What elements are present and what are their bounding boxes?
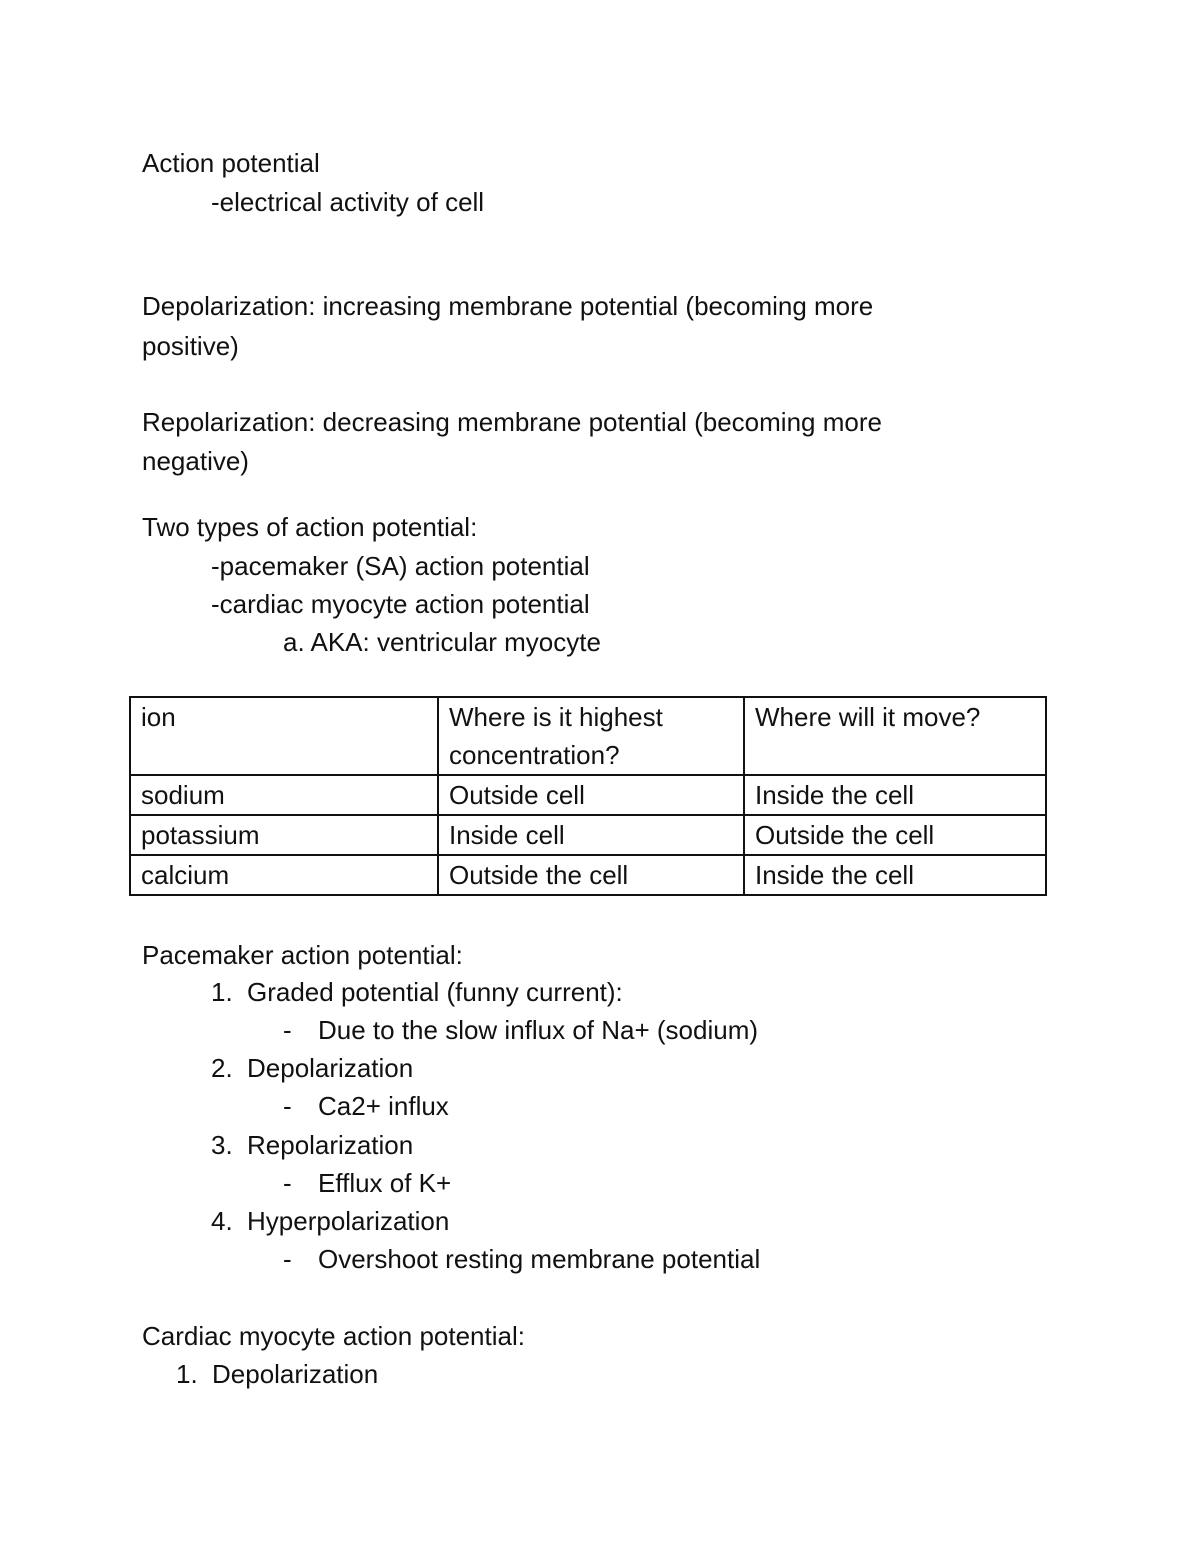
bullet-dash: - <box>283 1015 292 1045</box>
depolarization-line-2: positive) <box>142 331 239 361</box>
bullet-dash: - <box>283 1168 292 1198</box>
types-heading: Two types of action potential: <box>142 512 478 542</box>
step-detail: Overshoot resting membrane potential <box>318 1244 761 1274</box>
bullet-dash: - <box>283 1244 292 1274</box>
repolarization-line-1: Repolarization: decreasing membrane potential (becoming more <box>142 407 882 437</box>
step-number: 1. <box>176 1359 198 1389</box>
depolarization-line-1: Depolarization: increasing membrane potential (becoming more <box>142 291 874 321</box>
types-subitem: a. AKA: ventricular myocyte <box>283 627 601 657</box>
table-cell: calcium <box>130 855 438 895</box>
table-row <box>130 775 1046 815</box>
table-header-cell: ion <box>130 697 438 775</box>
table-cell: sodium <box>130 775 438 815</box>
step-label: Depolarization <box>212 1359 379 1389</box>
step-number: 4. <box>211 1206 233 1236</box>
step-number: 2. <box>211 1053 233 1083</box>
table-row <box>130 855 1046 895</box>
step-detail: Ca2+ influx <box>318 1091 449 1121</box>
table-row <box>130 815 1046 855</box>
table-cell: Inside the cell <box>744 775 1046 815</box>
step-detail: Due to the slow influx of Na+ (sodium) <box>318 1015 759 1045</box>
bullet-dash: - <box>283 1091 292 1121</box>
table-cell: Inside the cell <box>744 855 1046 895</box>
pacemaker-heading: Pacemaker action potential: <box>142 940 463 970</box>
types-item-pacemaker: -pacemaker (SA) action potential <box>211 551 590 581</box>
step-number: 1. <box>211 977 233 1007</box>
cardiac-heading: Cardiac myocyte action potential: <box>142 1321 525 1351</box>
step-label: Graded potential (funny current): <box>247 977 623 1007</box>
table-header-row <box>130 697 1046 775</box>
intro-title: Action potential <box>142 148 320 178</box>
step-number: 3. <box>211 1130 233 1160</box>
step-label: Repolarization <box>247 1130 414 1160</box>
table-cell: Outside the cell <box>438 855 744 895</box>
step-label: Depolarization <box>247 1053 414 1083</box>
table-cell: potassium <box>130 815 438 855</box>
ion-table <box>129 696 1047 896</box>
types-item-cardiac: -cardiac myocyte action potential <box>211 589 590 619</box>
table-cell: Outside cell <box>438 775 744 815</box>
repolarization-line-2: negative) <box>142 446 249 476</box>
intro-definition: -electrical activity of cell <box>211 187 485 217</box>
step-label: Hyperpolarization <box>247 1206 450 1236</box>
table-cell: Inside cell <box>438 815 744 855</box>
table-header-cell: Where will it move? <box>744 697 1046 775</box>
table-cell: Outside the cell <box>744 815 1046 855</box>
step-detail: Efflux of K+ <box>318 1168 452 1198</box>
table-header-cell: Where is it highest concentration? <box>438 697 744 775</box>
